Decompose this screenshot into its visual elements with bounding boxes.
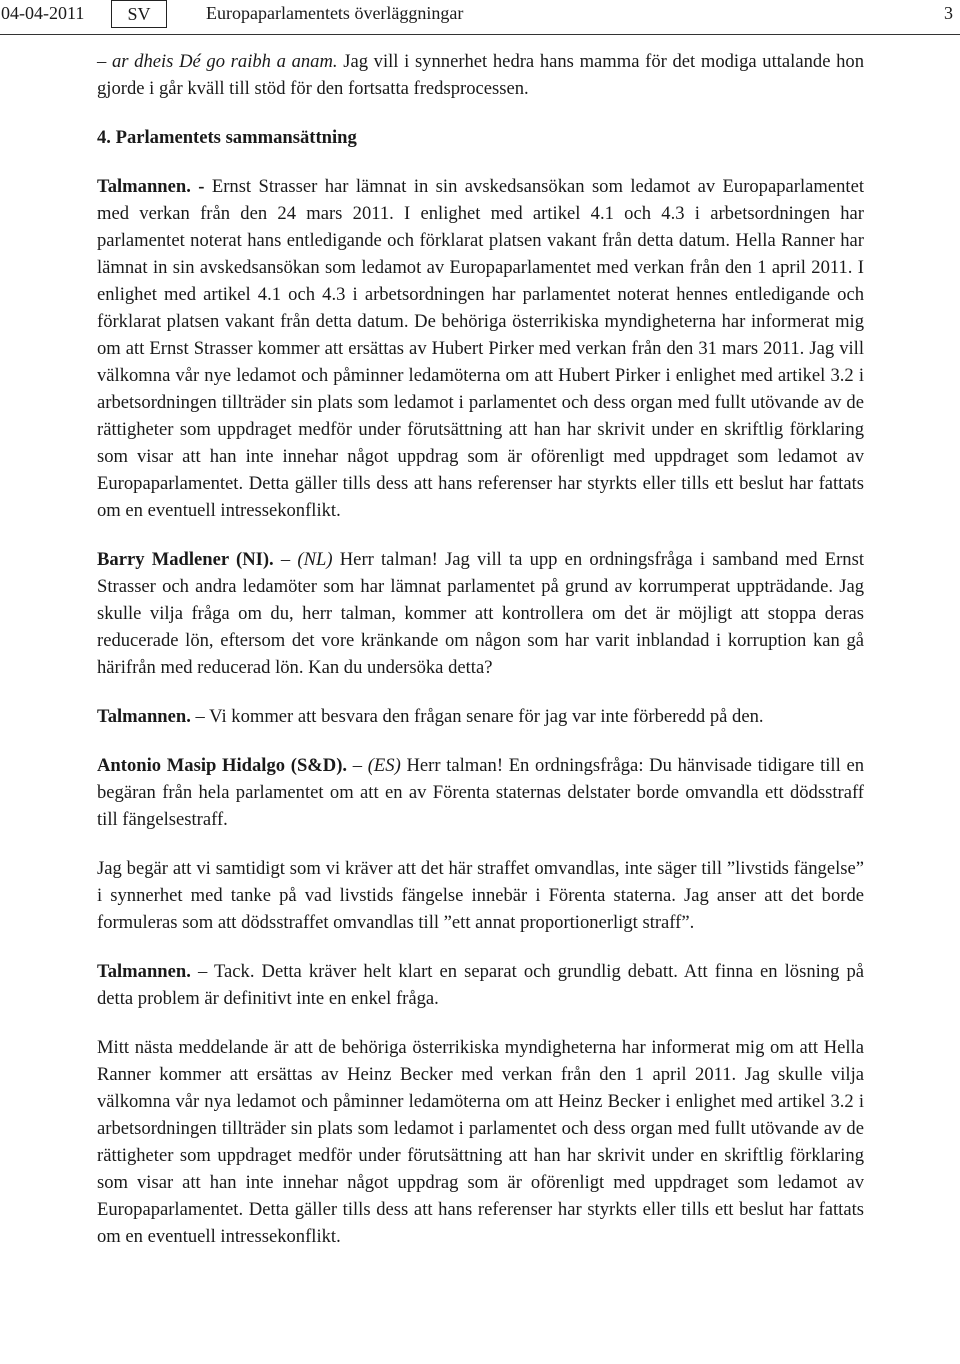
speech-text: Jag begär att vi samtidigt som vi kräver att det här straffet omvandlas, inte säger till ”livstids fängelse” i synnerhet med tanke på vad livstids fängelse innebär i Förenta staterna. Jag anser att det borde formuleras som att dödsstraffet omvandlas till ”ett annat proportionerligt straff”. (97, 858, 864, 933)
speech-paragraph (97, 546, 864, 681)
speaker-name: Barry Madlener (NI). (97, 549, 274, 570)
speech-paragraph (97, 703, 864, 730)
speaker-name: Talmannen. (97, 176, 191, 197)
intro-paragraph (97, 48, 864, 102)
speaker-dash: – (190, 706, 210, 727)
language-tag: (ES) (367, 755, 401, 776)
speech-paragraph (97, 752, 864, 833)
intro-text: Jag vill i synnerhet hedra hans mamma för det modiga uttalande hon gjorde i går kväll till stöd för den fortsatta fredsprocessen. (97, 51, 864, 99)
header-page-number: 3 (944, 3, 953, 23)
speech-text: Ernst Strasser har lämnat in sin avskedsansökan som ledamot av Europaparlamentet med verkan från den 24 mars 2011. I enlighet med artikel 4.1 och 4.3 i arbetsordningen har parlamentet noterat hans entledigande och förklarat platsen vakant från detta datum. Hella Ranner har lämnat in sin avskedsansökan som ledamot av Europaparlamentet med verkan från den 1 april 2011. I enlighet med artikel 4.1 och 4.3 i arbetsordningen har parlamentet noterat hennes entledigande och förklarat platsen vakant från detta datum. De behöriga österrikiska myndigheterna har informerat mig om att Ernst Strasser kommer att ersättas av Hubert Pirker med verkan från den 31 mars 2011. Jag vill välkomna vår nye ledamot och påminner ledamöterna om att Hubert Pirker i enlighet med artikel 3.2 i arbetsordningen tillträder sin plats som ledamot i parlamentet och dess organ med fullt utövande av de rättigheter som uppdraget medför under förutsättning att han har skrivit under en skriftlig förklaring som visar att han inte innehar något uppdrag som är oförenligt med uppdraget som ledamot av Europaparlamentet. Detta gäller tills dess att hans referenser har styrkts eller tills ett beslut har fattats om en eventuell intressekonflikt. (97, 176, 864, 521)
speech-text: Herr talman! Jag vill ta upp en ordningsfråga i samband med Ernst Strasser och andra ledamöter som har lämnat parlamentet på grund av korrumperat uppträdande. Jag skulle vilja fråga om du, herr talman, kommer att kontrollera om det är möjligt att stoppa deras reducerade lön, eftersom det vore kränkande om någon som har varit inblandad i korruption kan gå härifrån med reducerad lön. Kan du undersöka detta? (97, 549, 864, 678)
speaker-dash: – (190, 961, 214, 982)
header-language-box: SV (111, 0, 167, 28)
language-tag: (NL) (297, 549, 333, 570)
speech-text: Tack. Detta kräver helt klart en separat och grundlig debatt. Att finna en lösning på detta problem är definitivt inte en enkel fråga. (97, 961, 864, 1009)
speech-paragraph (97, 1034, 864, 1250)
intro-italic-lead: – ar dheis Dé go raibh a anam. (97, 51, 338, 72)
speech-text: Vi kommer att besvara den frågan senare för jag var inte förberedd på den. (209, 706, 764, 727)
header-title: Europaparlamentets överläggningar (206, 3, 464, 23)
speech-paragraph (97, 173, 864, 524)
speaker-dash: – (273, 549, 298, 570)
section-heading: 4. Parlamentets sammansättning (97, 127, 357, 148)
speaker-dash: - (190, 176, 212, 197)
speaker-name: Talmannen. (97, 961, 191, 982)
header-divider (0, 34, 960, 35)
document-body (97, 48, 864, 1272)
speaker-name: Antonio Masip Hidalgo (S&D). (97, 755, 348, 776)
page-header (0, 0, 960, 34)
speech-text: Herr talman! En ordningsfråga: Du hänvisade tidigare till en begäran från hela parlamentet om att en av Förenta staternas delstater borde omvandla ett dödsstraff till fängelsestraff. (97, 755, 865, 830)
speech-paragraph (97, 855, 864, 936)
speech-paragraph (97, 958, 864, 1012)
speech-text: Mitt nästa meddelande är att de behöriga österrikiska myndigheterna har informerat mig om att Hella Ranner kommer att ersättas av Heinz Becker med verkan från den 1 april 2011. Jag skulle vilja välkomna vår nya ledamot och påminner ledamöterna om att Heinz Becker i enlighet med artikel 3.2 i arbetsordningen tillträder sin plats som ledamot i parlamentet och dess organ med fullt utövande av de rättigheter som uppdraget medför under förutsättning att han har skrivit under en skriftlig förklaring som visar att han inte innehar något uppdrag som är oförenligt med uppdraget som ledamot av Europaparlamentet. Detta gäller tills dess att hans referenser har styrkts eller tills ett beslut har fattats om en eventuell intressekonflikt. (97, 1037, 864, 1247)
speaker-name: Talmannen. (97, 706, 191, 727)
speaker-dash: – (347, 755, 368, 776)
header-date: 04-04-2011 (1, 3, 85, 23)
